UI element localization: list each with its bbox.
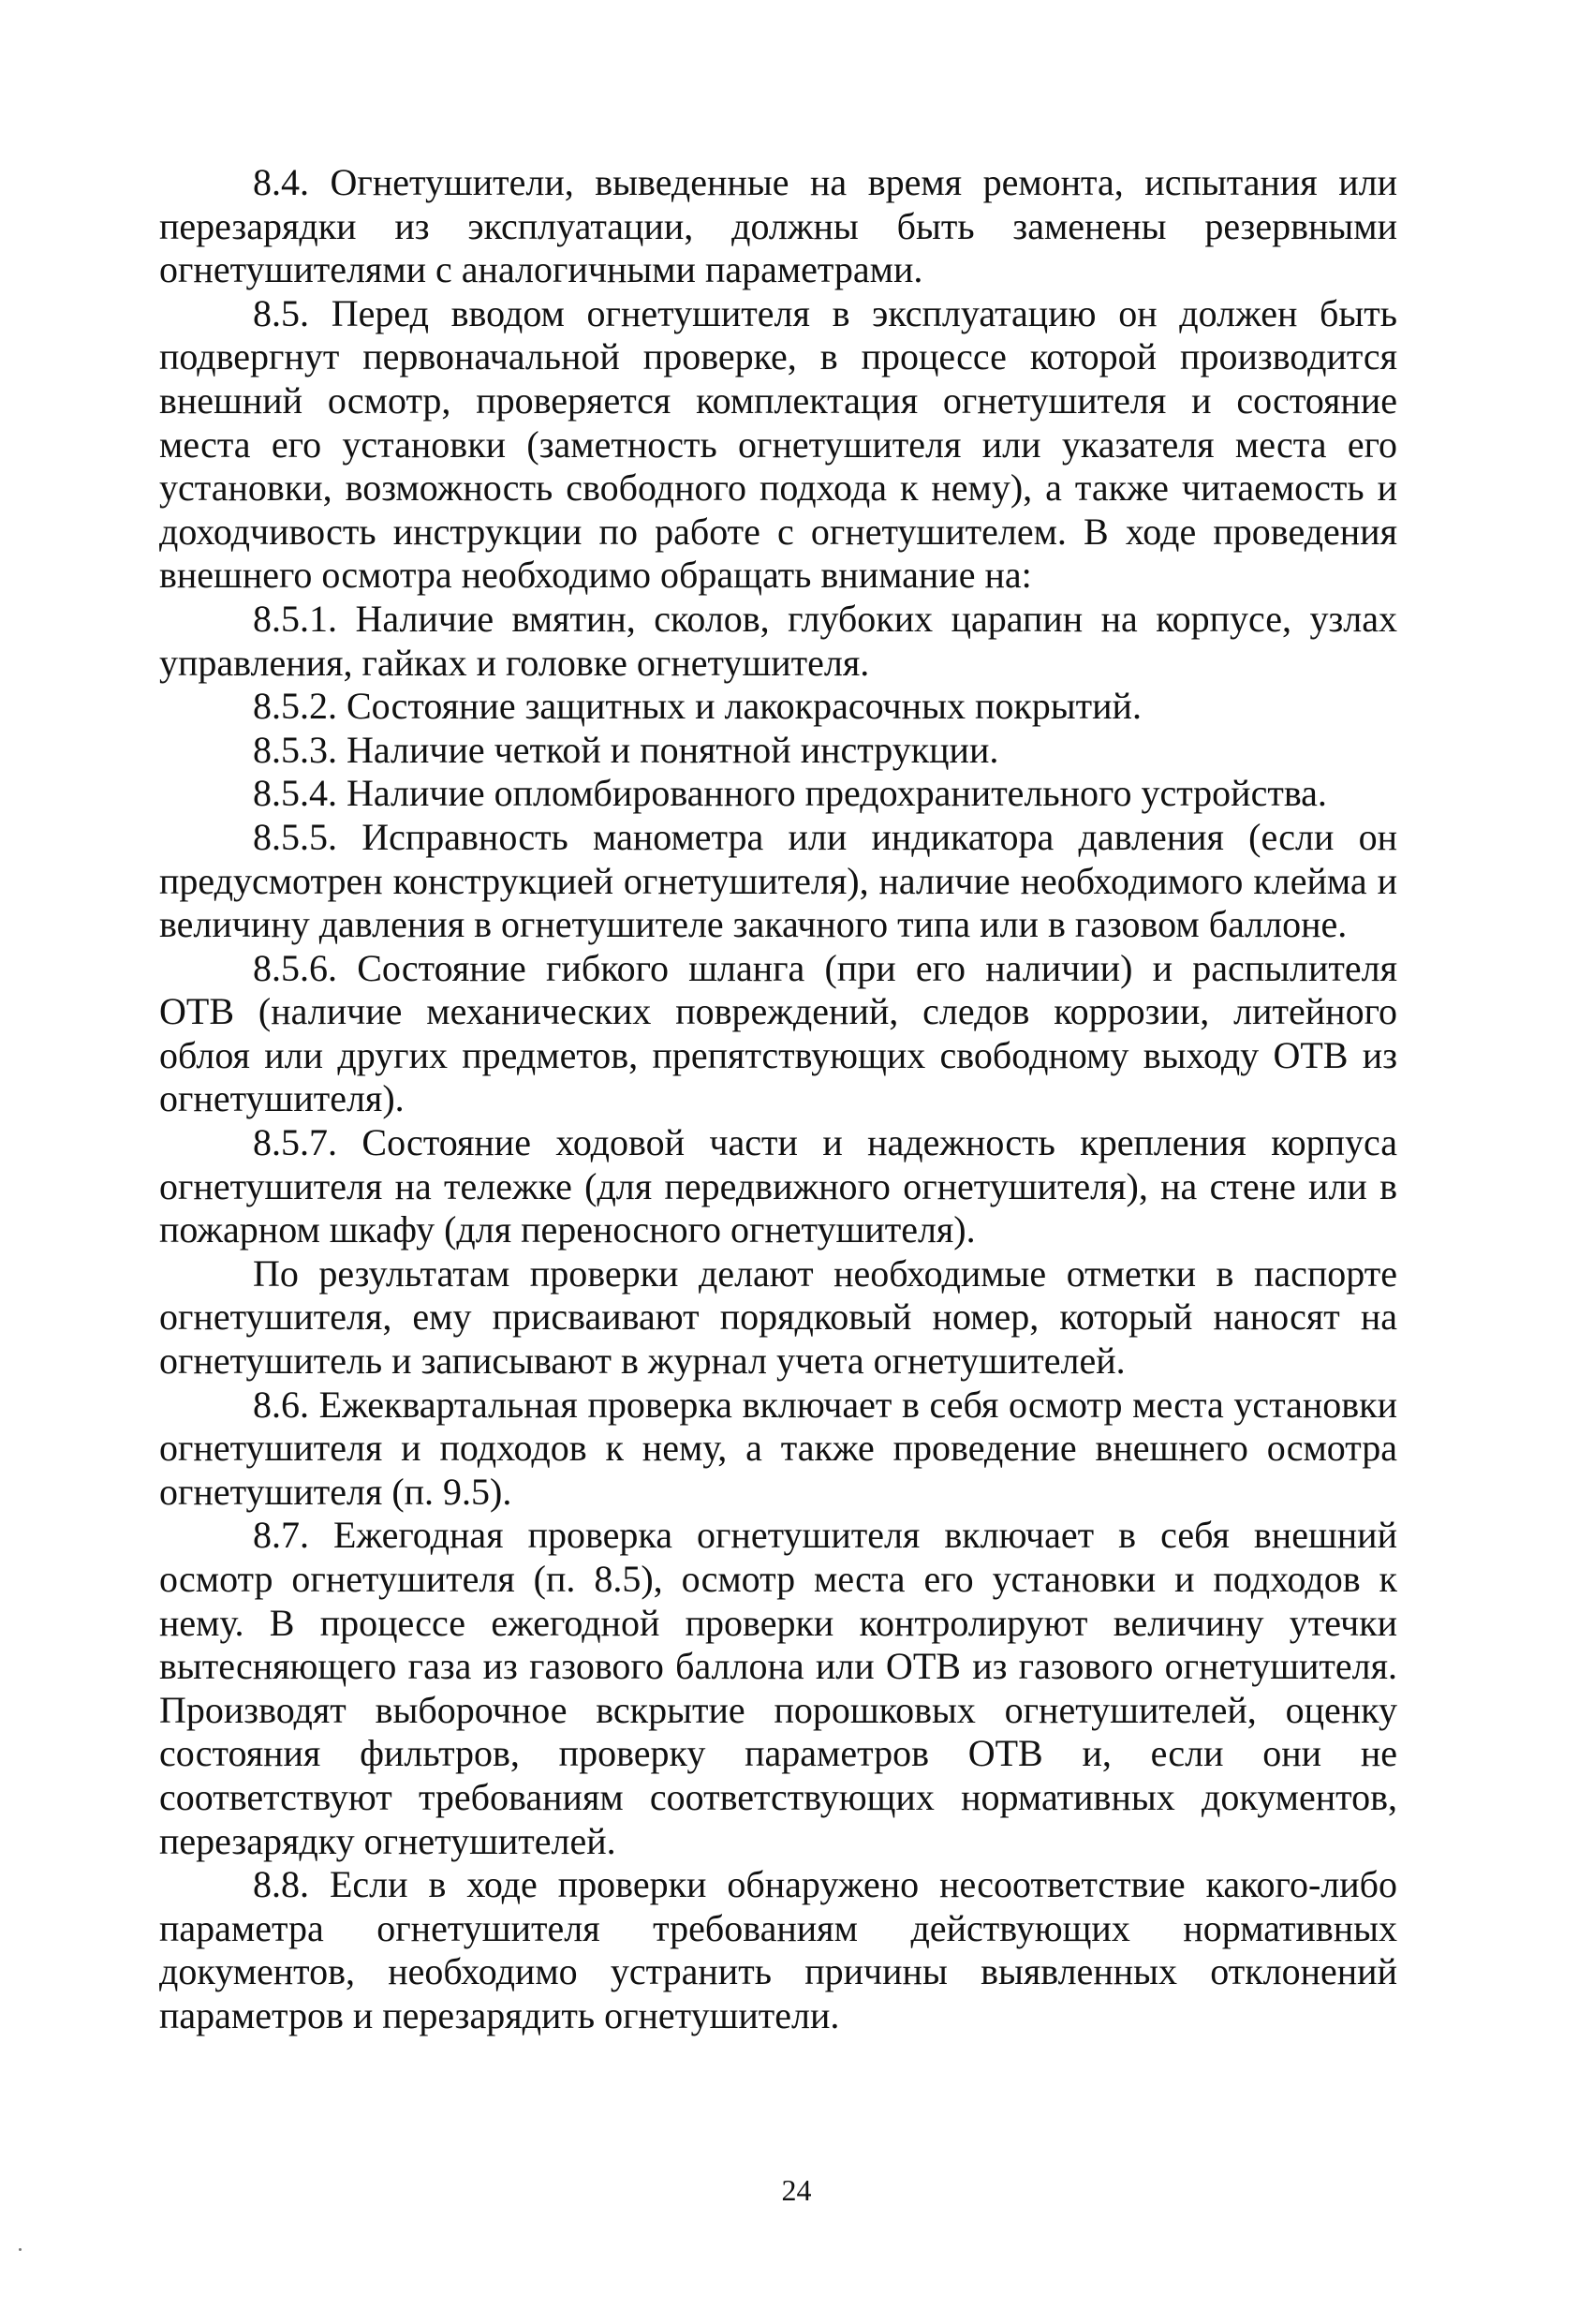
paragraph-8-5-5: 8.5.5. Исправность манометра или индикатора давления (если он предусмотрен конструкцией огнетушителя), наличие необходимого клейма и величину давления в огнетушителе закачного типа или в газовом баллоне. — [159, 815, 1397, 946]
paragraph-8-8: 8.8. Если в ходе проверки обнаружено несоответствие какого-либо параметра огнетушителя требованиям действующих нормативных документов, необходимо устранить причины выявленных отклонений параметров и перезарядить огнетушители. — [159, 1863, 1397, 2036]
paragraph-8-5-7: 8.5.7. Состояние ходовой части и надежность крепления корпуса огнетушителя на тележке (для передвижного огнетушителя), на стене или в пожарном шкафу (для переносного огнетушителя). — [159, 1121, 1397, 1251]
paragraph-8-7: 8.7. Ежегодная проверка огнетушителя включает в себя внешний осмотр огнетушителя (п. 8.5), осмотр места его установки и подходов к нему. В процессе ежегодной проверки контролируют величину утечки вытесняющего газа из газового баллона или ОТВ из газового огнетушителя. Производят выборочное вскрытие порошковых огнетушителей, оценку состояния фильтров, проверку параметров ОТВ и, если они не соответствуют требованиям соответствующих нормативных документов, перезарядку огнетушителей. — [159, 1514, 1397, 1862]
paragraph-8-5-4: 8.5.4. Наличие опломбированного предохранительного устройства. — [253, 772, 1327, 815]
paragraph-8-5-3: 8.5.3. Наличие четкой и понятной инструкции. — [253, 728, 999, 771]
paragraph-8-5: 8.5. Перед вводом огнетушителя в эксплуатацию он должен быть подвергнут первоначальной проверке, в процессе которой производится внешний осмотр, проверяется комплектация огнетушителя и состояние места его установки (заметность огнетушителя или указателя места его установки, возможность свободного подхода к нему), а также читаемость и доходчивость инструкции по работе с огнетушителем. В ходе проведения внешнего осмотра необходимо обращать внимание на: — [159, 291, 1397, 597]
page-number: 24 — [781, 2173, 812, 2207]
paragraph-8-4: 8.4. Огнетушители, выведенные на время ремонта, испытания или перезарядки из эксплуатации, должны быть заменены резервными огнетушителями с аналогичными параметрами. — [159, 161, 1397, 291]
document-body — [159, 161, 1397, 2038]
paragraph-8-5-2: 8.5.2. Состояние защитных и лакокрасочных покрытий. — [253, 685, 1142, 728]
paragraph-8-5-1: 8.5.1. Наличие вмятин, сколов, глубоких царапин на корпусе, узлах управления, гайках и головке огнетушителя. — [159, 597, 1397, 684]
scan-speck — [19, 2248, 22, 2251]
paragraph-8-6: 8.6. Ежеквартальная проверка включает в себя осмотр места установки огнетушителя и подходов к нему, а также проведение внешнего осмотра огнетушителя (п. 9.5). — [159, 1383, 1397, 1513]
paragraph-inspection-results: По результатам проверки делают необходимые отметки в паспорте огнетушителя, ему присваивают порядковый номер, который наносят на огнетушитель и записывают в журнал учета огнетушителей. — [159, 1251, 1397, 1383]
paragraph-8-5-6: 8.5.6. Состояние гибкого шланга (при его наличии) и распылителя ОТВ (наличие механических повреждений, следов коррозии, литейного облоя или других предметов, препятствующих свободному выходу ОТВ из огнетушителя). — [159, 946, 1397, 1120]
